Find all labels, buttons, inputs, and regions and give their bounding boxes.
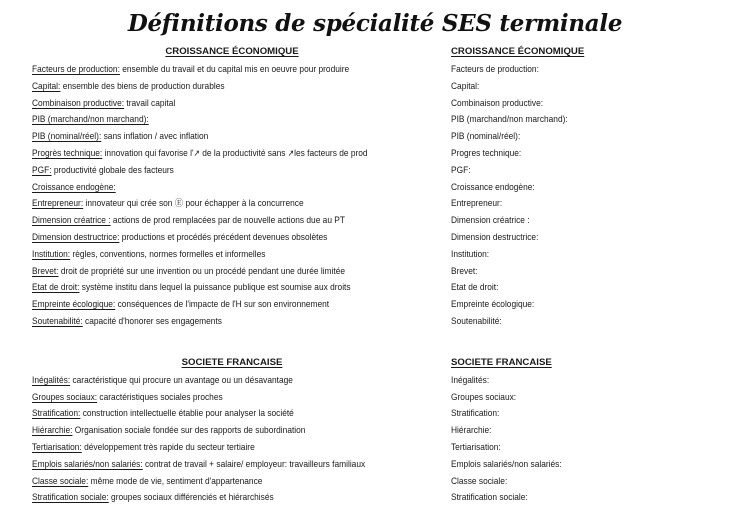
definition-term: Entrepreneur:	[32, 198, 84, 209]
blank-term: Facteurs de production:	[451, 64, 539, 74]
blank-term: Dimension créatrice :	[451, 215, 530, 226]
blank-term-row	[451, 263, 739, 280]
blank-term: Inégalités:	[451, 374, 490, 385]
blank-term-row	[451, 372, 739, 389]
page-title: Définitions de spécialité SES terminale	[127, 10, 623, 37]
definition-term: Institution:	[32, 248, 71, 259]
definition-row	[32, 263, 429, 280]
definition-text: sans inflation / avec inflation	[101, 131, 209, 142]
definition-term: Capital:	[32, 80, 61, 91]
blank-term-row	[451, 246, 739, 263]
blank-term-row	[451, 78, 739, 95]
definition-term: Dimension créatrice :	[32, 215, 111, 226]
blank-term-row	[451, 439, 739, 456]
definition-row	[32, 489, 429, 506]
blank-term-row	[451, 95, 739, 112]
blank-term-row	[451, 405, 739, 422]
definition-text: travail capital	[124, 97, 176, 108]
blank-term: PIB (nominal/réel):	[451, 131, 521, 142]
definition-text: règles, conventions, normes formelles et informelles	[70, 248, 266, 259]
blank-term: Groupes sociaux:	[451, 391, 517, 402]
definition-term: PGF:	[32, 164, 52, 175]
definition-term: Groupes sociaux:	[32, 391, 98, 402]
definition-row	[32, 145, 429, 162]
blank-term: Emplois salariés/non salariés:	[451, 458, 562, 469]
definition-term: Classe sociale:	[32, 475, 89, 486]
blank-term: Stratification sociale:	[451, 492, 528, 503]
definition-term: Inégalités:	[32, 374, 71, 385]
blank-term-list	[451, 372, 741, 506]
definition-row	[32, 61, 429, 78]
blank-term-list	[451, 61, 741, 330]
blank-term: Empreinte écologique:	[451, 299, 535, 310]
definition-text: système institu dans lequel la puissance publique est soumise aux droits	[79, 282, 351, 293]
definition-text: caractéristiques sociales proches	[97, 391, 223, 402]
blank-term: Brevet:	[451, 265, 478, 276]
definition-list	[32, 372, 432, 506]
definition-row	[32, 313, 429, 330]
blank-term-row	[451, 145, 739, 162]
definition-text: conséquences de l'impacte de l'H sur son environnement	[115, 299, 330, 310]
definition-text: productivité globale des facteurs	[51, 164, 174, 175]
definition-text: ensemble des biens de production durables	[60, 80, 225, 91]
blank-term-row	[451, 313, 739, 330]
blank-term-row	[451, 489, 739, 506]
definition-term: Combinaison productive:	[32, 97, 125, 108]
definition-term: Stratification:	[32, 408, 81, 419]
definition-text: développement très rapide du secteur tertiaire	[81, 441, 255, 452]
definition-term: Etat de droit:	[32, 282, 80, 293]
definition-row	[32, 422, 429, 439]
definition-text: caractéristique qui procure un avantage ou un désavantage	[70, 374, 293, 385]
section-spacer	[451, 330, 741, 355]
blank-term-row	[451, 162, 739, 179]
definition-term: Progrès technique:	[32, 147, 103, 158]
definition-text: productions et procédés précédent devenues obsolètes	[119, 231, 328, 242]
blank-term: Institution:	[451, 248, 490, 259]
section-spacer	[32, 330, 432, 355]
blank-term: Stratification:	[451, 408, 500, 419]
definition-row	[32, 195, 429, 212]
definition-term: Dimension destructrice:	[32, 231, 120, 242]
blank-term-row	[451, 179, 739, 196]
definition-row	[32, 405, 429, 422]
definition-row	[32, 95, 429, 112]
definition-term: Facteurs de production:	[32, 64, 120, 74]
blank-term: Soutenabilité:	[451, 315, 502, 326]
blank-term: Dimension destructrice:	[451, 231, 539, 242]
definition-row	[32, 111, 429, 128]
section-heading: SOCIETE FRANCAISE	[181, 356, 283, 368]
definition-term: Soutenabilité:	[32, 315, 83, 326]
definition-list	[32, 61, 432, 330]
definition-text: droit de propriété sur une invention ou un procédé pendant une durée limitée	[58, 265, 346, 276]
definition-row	[32, 279, 429, 296]
definition-term: Empreinte écologique:	[32, 299, 116, 310]
definition-term: Hiérarchie:	[32, 425, 73, 436]
blank-term: Progres technique:	[451, 147, 522, 158]
definition-row	[32, 456, 429, 473]
definition-text: innovation qui favorise l'↗ de la productivité sans ↗les facteurs de prod	[102, 147, 368, 158]
definition-row	[32, 179, 429, 196]
definition-text: capacité d'honorer ses engagements	[82, 315, 222, 326]
definition-row	[32, 162, 429, 179]
blank-term: Croissance endogène:	[451, 181, 535, 192]
blank-term-row	[451, 473, 739, 490]
definition-text: ensemble du travail et du capital mis en oeuvre pour produire	[119, 64, 350, 74]
blank-term-row	[451, 422, 739, 439]
definition-text: groupes sociaux différenciés et hiérarchisés	[108, 492, 274, 503]
blank-term-row	[451, 279, 739, 296]
definition-term: PIB (marchand/non marchand):	[32, 114, 149, 125]
definition-row	[32, 372, 429, 389]
blank-term-row	[451, 61, 739, 78]
definition-text: construction intellectuelle établie pour analyser la société	[80, 408, 294, 419]
blank-term: Combinaison productive:	[451, 97, 544, 108]
blank-term-row	[451, 456, 739, 473]
blank-term: Entrepreneur:	[451, 198, 503, 209]
definition-term: PIB (nominal/réel):	[32, 131, 102, 142]
blank-term: Tertiarisation:	[451, 441, 501, 452]
blank-term: PIB (marchand/non marchand):	[451, 114, 568, 125]
blank-term: PGF:	[451, 164, 471, 175]
definition-row	[32, 296, 429, 313]
blank-terms-column	[451, 44, 741, 506]
blank-section-heading: SOCIETE FRANCAISE	[451, 356, 552, 368]
definition-text: même mode de vie, sentiment d'appartenance	[88, 475, 263, 486]
definition-text: Organisation sociale fondée sur des rapports de subordination	[72, 425, 306, 436]
definition-term: Emplois salariés/non salariés:	[32, 458, 143, 469]
definition-row	[32, 246, 429, 263]
blank-term-row	[451, 128, 739, 145]
definition-row	[32, 78, 429, 95]
blank-term-row	[451, 111, 739, 128]
blank-term-row	[451, 212, 739, 229]
blank-term: Capital:	[451, 80, 480, 91]
blank-term-row	[451, 389, 739, 406]
definition-row	[32, 212, 429, 229]
blank-term: Hiérarchie:	[451, 425, 492, 436]
definition-text: actions de prod remplacées par de nouvelle actions due au PT	[110, 215, 345, 226]
definition-text: contrat de travail + salaire/ employeur: travailleurs familiaux	[142, 458, 366, 469]
definition-term: Tertiarisation:	[32, 441, 82, 452]
blank-term: Classe sociale:	[451, 475, 508, 486]
definitions-column	[32, 44, 432, 506]
section-heading: CROISSANCE ÉCONOMIQUE	[165, 46, 299, 57]
definition-term: Croissance endogène:	[32, 181, 116, 192]
blank-term-row	[451, 229, 739, 246]
blank-term-row	[451, 195, 739, 212]
definition-row	[32, 389, 429, 406]
blank-section-heading: CROISSANCE ÉCONOMIQUE	[451, 46, 585, 57]
definition-term: Brevet:	[32, 265, 59, 276]
blank-term: Etat de droit:	[451, 282, 499, 293]
definition-term: Stratification sociale:	[32, 492, 109, 503]
definition-row	[32, 473, 429, 490]
definition-row	[32, 439, 429, 456]
definition-row	[32, 128, 429, 145]
definition-text: innovateur qui crée son Ⓔ pour échapper à la concurrence	[83, 198, 304, 209]
definition-row	[32, 229, 429, 246]
blank-term-row	[451, 296, 739, 313]
